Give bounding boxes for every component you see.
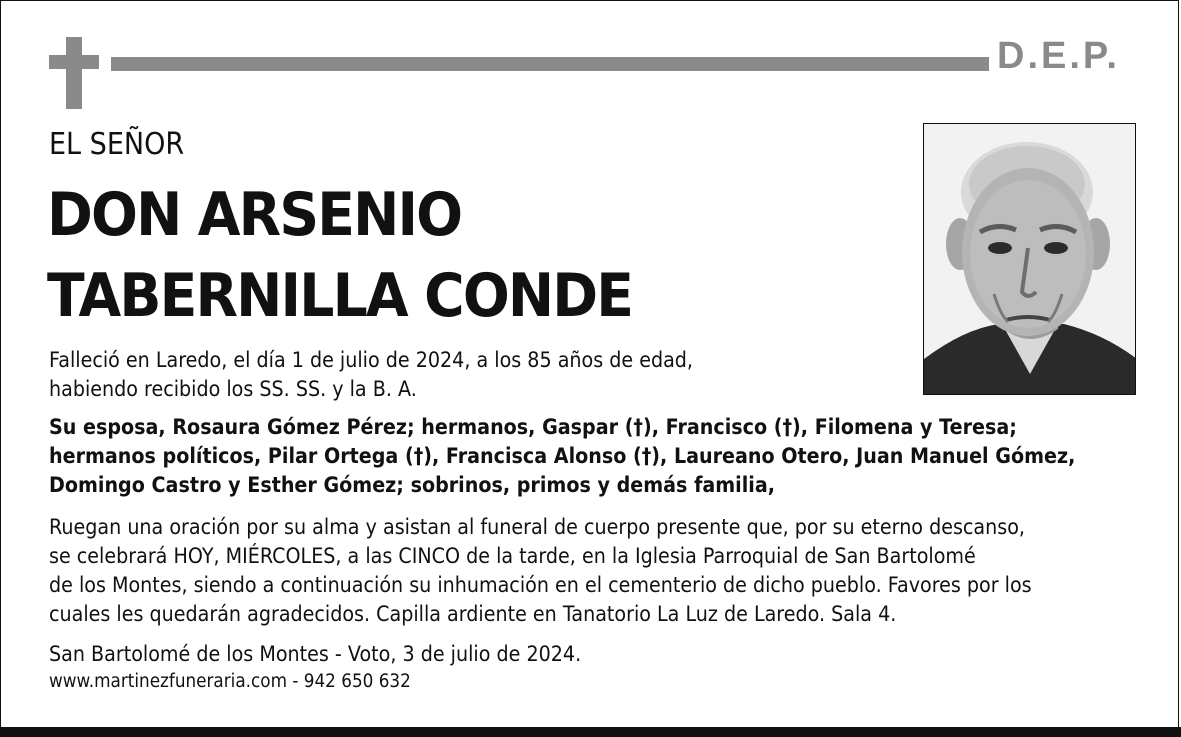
bottom-border: [0, 727, 1181, 737]
portrait-photo: [923, 123, 1136, 395]
death-notice: [49, 346, 693, 404]
deceased-name-line1: DON ARSENIO: [47, 180, 462, 250]
request-line: se celebrará HOY, MIÉRCOLES, a las CINCO de la tarde, en la Iglesia Parroquial de San Bartolomé: [49, 544, 976, 568]
request-line: cuales les quedarán agradecidos. Capilla ardiente en Tanatorio La Luz de Laredo. Sala 4.: [49, 602, 897, 626]
dep-label: D.E.P.: [997, 35, 1120, 77]
death-notice-line: Falleció en Laredo, el día 1 de julio de 2024, a los 85 años de edad,: [49, 348, 694, 372]
honorific: EL SEÑOR: [49, 127, 185, 162]
family-line: hermanos políticos, Pilar Ortega (†), Francisca Alonso (†), Laureano Otero, Juan Manuel Gómez,: [49, 444, 1076, 468]
header-rule: [111, 57, 989, 71]
family-line: Su esposa, Rosaura Gómez Pérez; hermanos, Gaspar (†), Francisco (†), Filomena y Teresa;: [49, 415, 1017, 439]
family-line: Domingo Castro y Esther Gómez; sobrinos, primos y demás familia,: [49, 473, 775, 497]
portrait-image: [924, 124, 1136, 395]
cross-icon: [49, 37, 99, 109]
family-list: [49, 413, 1075, 500]
contact-info: www.martinezfuneraria.com - 942 650 632: [49, 671, 411, 692]
death-notice-line: habiendo recibido los SS. SS. y la B. A.: [49, 377, 417, 401]
funeral-request: [49, 513, 1032, 629]
deceased-name-line2: TABERNILLA CONDE: [47, 261, 633, 331]
place-date: San Bartolomé de los Montes - Voto, 3 de julio de 2024.: [49, 642, 582, 666]
request-line: Ruegan una oración por su alma y asistan al funeral de cuerpo presente que, por su eterno descanso,: [49, 515, 1025, 539]
request-line: de los Montes, siendo a continuación su inhumación en el cementerio de dicho pueblo. Favores por los: [49, 573, 1032, 597]
